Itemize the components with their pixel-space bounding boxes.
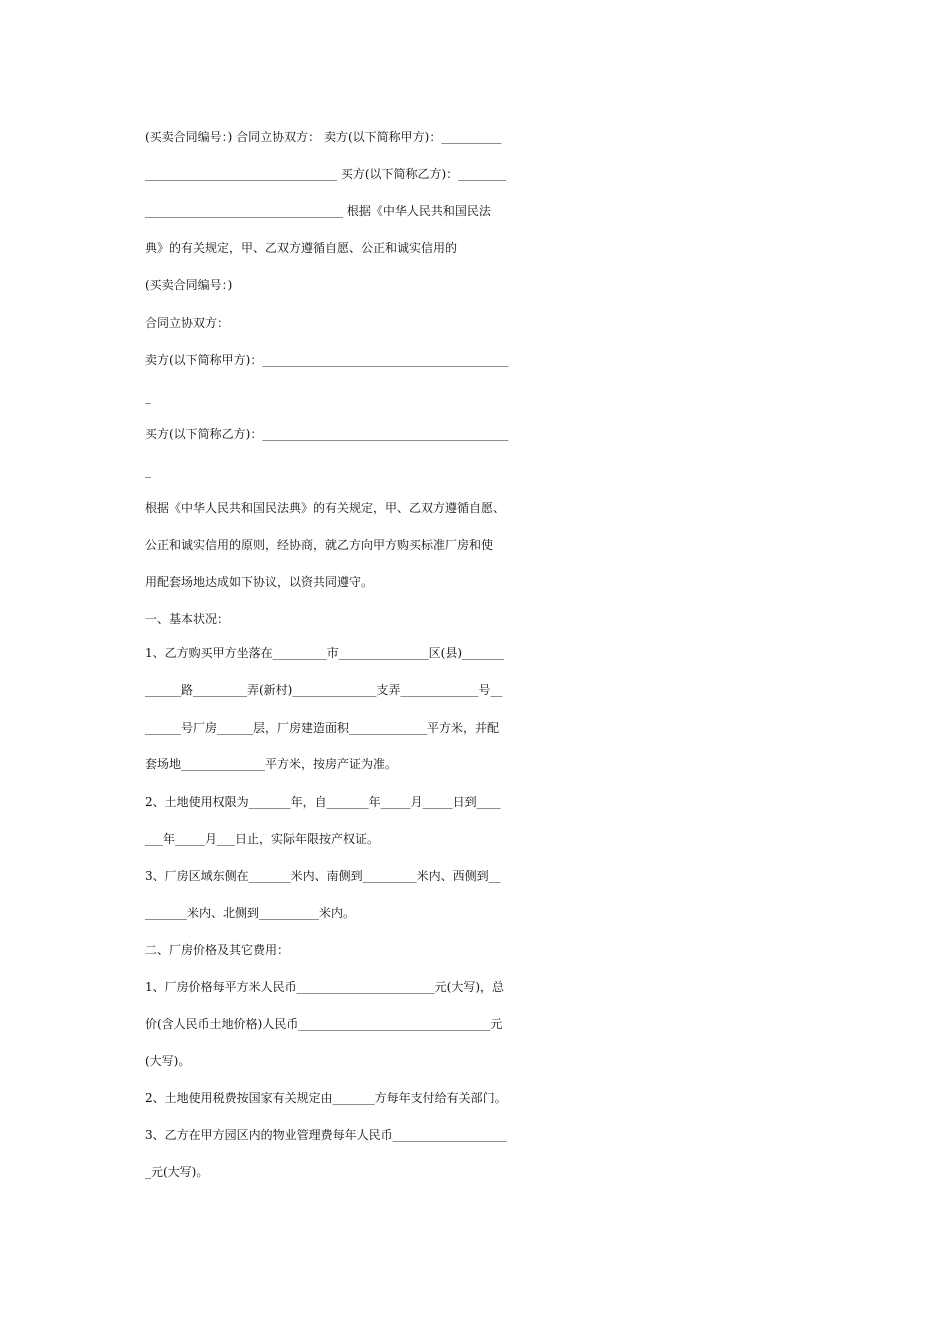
section-heading: 二、厂房价格及其它费用： — [145, 943, 290, 957]
text-line: _ — [145, 390, 151, 404]
text-line: 2、土地使用税费按国家有关规定由_______方每年支付给有关部门。 — [145, 1091, 507, 1105]
text-line: 套场地______________平方米，按房产证为准。 — [145, 757, 398, 771]
text-line: 用配套场地达成如下协议，以资共同遵守。 — [145, 575, 374, 589]
section-heading: 一、基本状况： — [145, 612, 230, 626]
text-line: 合同立协双方： — [145, 316, 230, 330]
text-line: 根据《中华人民共和国民法典》的有关规定，甲、乙双方遵循自愿、 — [145, 501, 506, 515]
text-line: 2、土地使用权限为_______年，自_______年_____月_____日到____ — [145, 795, 501, 809]
text-line: ______路_________弄(新村)______________支弄_____________号__ — [145, 683, 503, 697]
text-line: _________________________________ 根据《中华人民共和国民法 — [145, 204, 491, 218]
text-line: 典》的有关规定，甲、乙双方遵循自愿、公正和诚实信用的 — [145, 241, 458, 255]
text-line: _ — [145, 464, 151, 478]
text-line: _______米内、北侧到__________米内。 — [145, 906, 356, 920]
text-line: 3、乙方在甲方园区内的物业管理费每年人民币___________________ — [145, 1128, 507, 1142]
text-line: (大写)。 — [145, 1054, 191, 1068]
text-line: _元(大写)。 — [145, 1165, 209, 1179]
text-line: 3、厂房区域东侧在_______米内、南侧到_________米内、西侧到__ — [145, 869, 501, 883]
text-line: (买卖合同编号：) 合同立协双方： 卖方(以下简称甲方)：__________ — [145, 130, 502, 144]
text-line: ______号厂房______层，厂房建造面积_____________平方米，并配 — [145, 721, 500, 735]
text-line: 买方(以下简称乙方)：_________________________________________ — [145, 427, 509, 441]
text-line: 价(含人民币土地价格)人民币________________________________元 — [145, 1017, 503, 1031]
text-line: 公正和诚实信用的原则，经协商，就乙方向甲方购买标准厂房和使 — [145, 538, 494, 552]
text-line: 卖方(以下简称甲方)：_________________________________________ — [145, 353, 509, 367]
text-line: 1、乙方购买甲方坐落在_________市_______________区(县)_______ — [145, 646, 504, 660]
text-line: (买卖合同编号：) — [145, 278, 233, 292]
text-line: ________________________________ 买方(以下简称乙方)：________ — [145, 167, 507, 181]
text-line: 1、厂房价格每平方米人民币_______________________元(大写)，总 — [145, 980, 504, 994]
text-line: ___年_____月___日止，实际年限按产权证。 — [145, 832, 380, 846]
